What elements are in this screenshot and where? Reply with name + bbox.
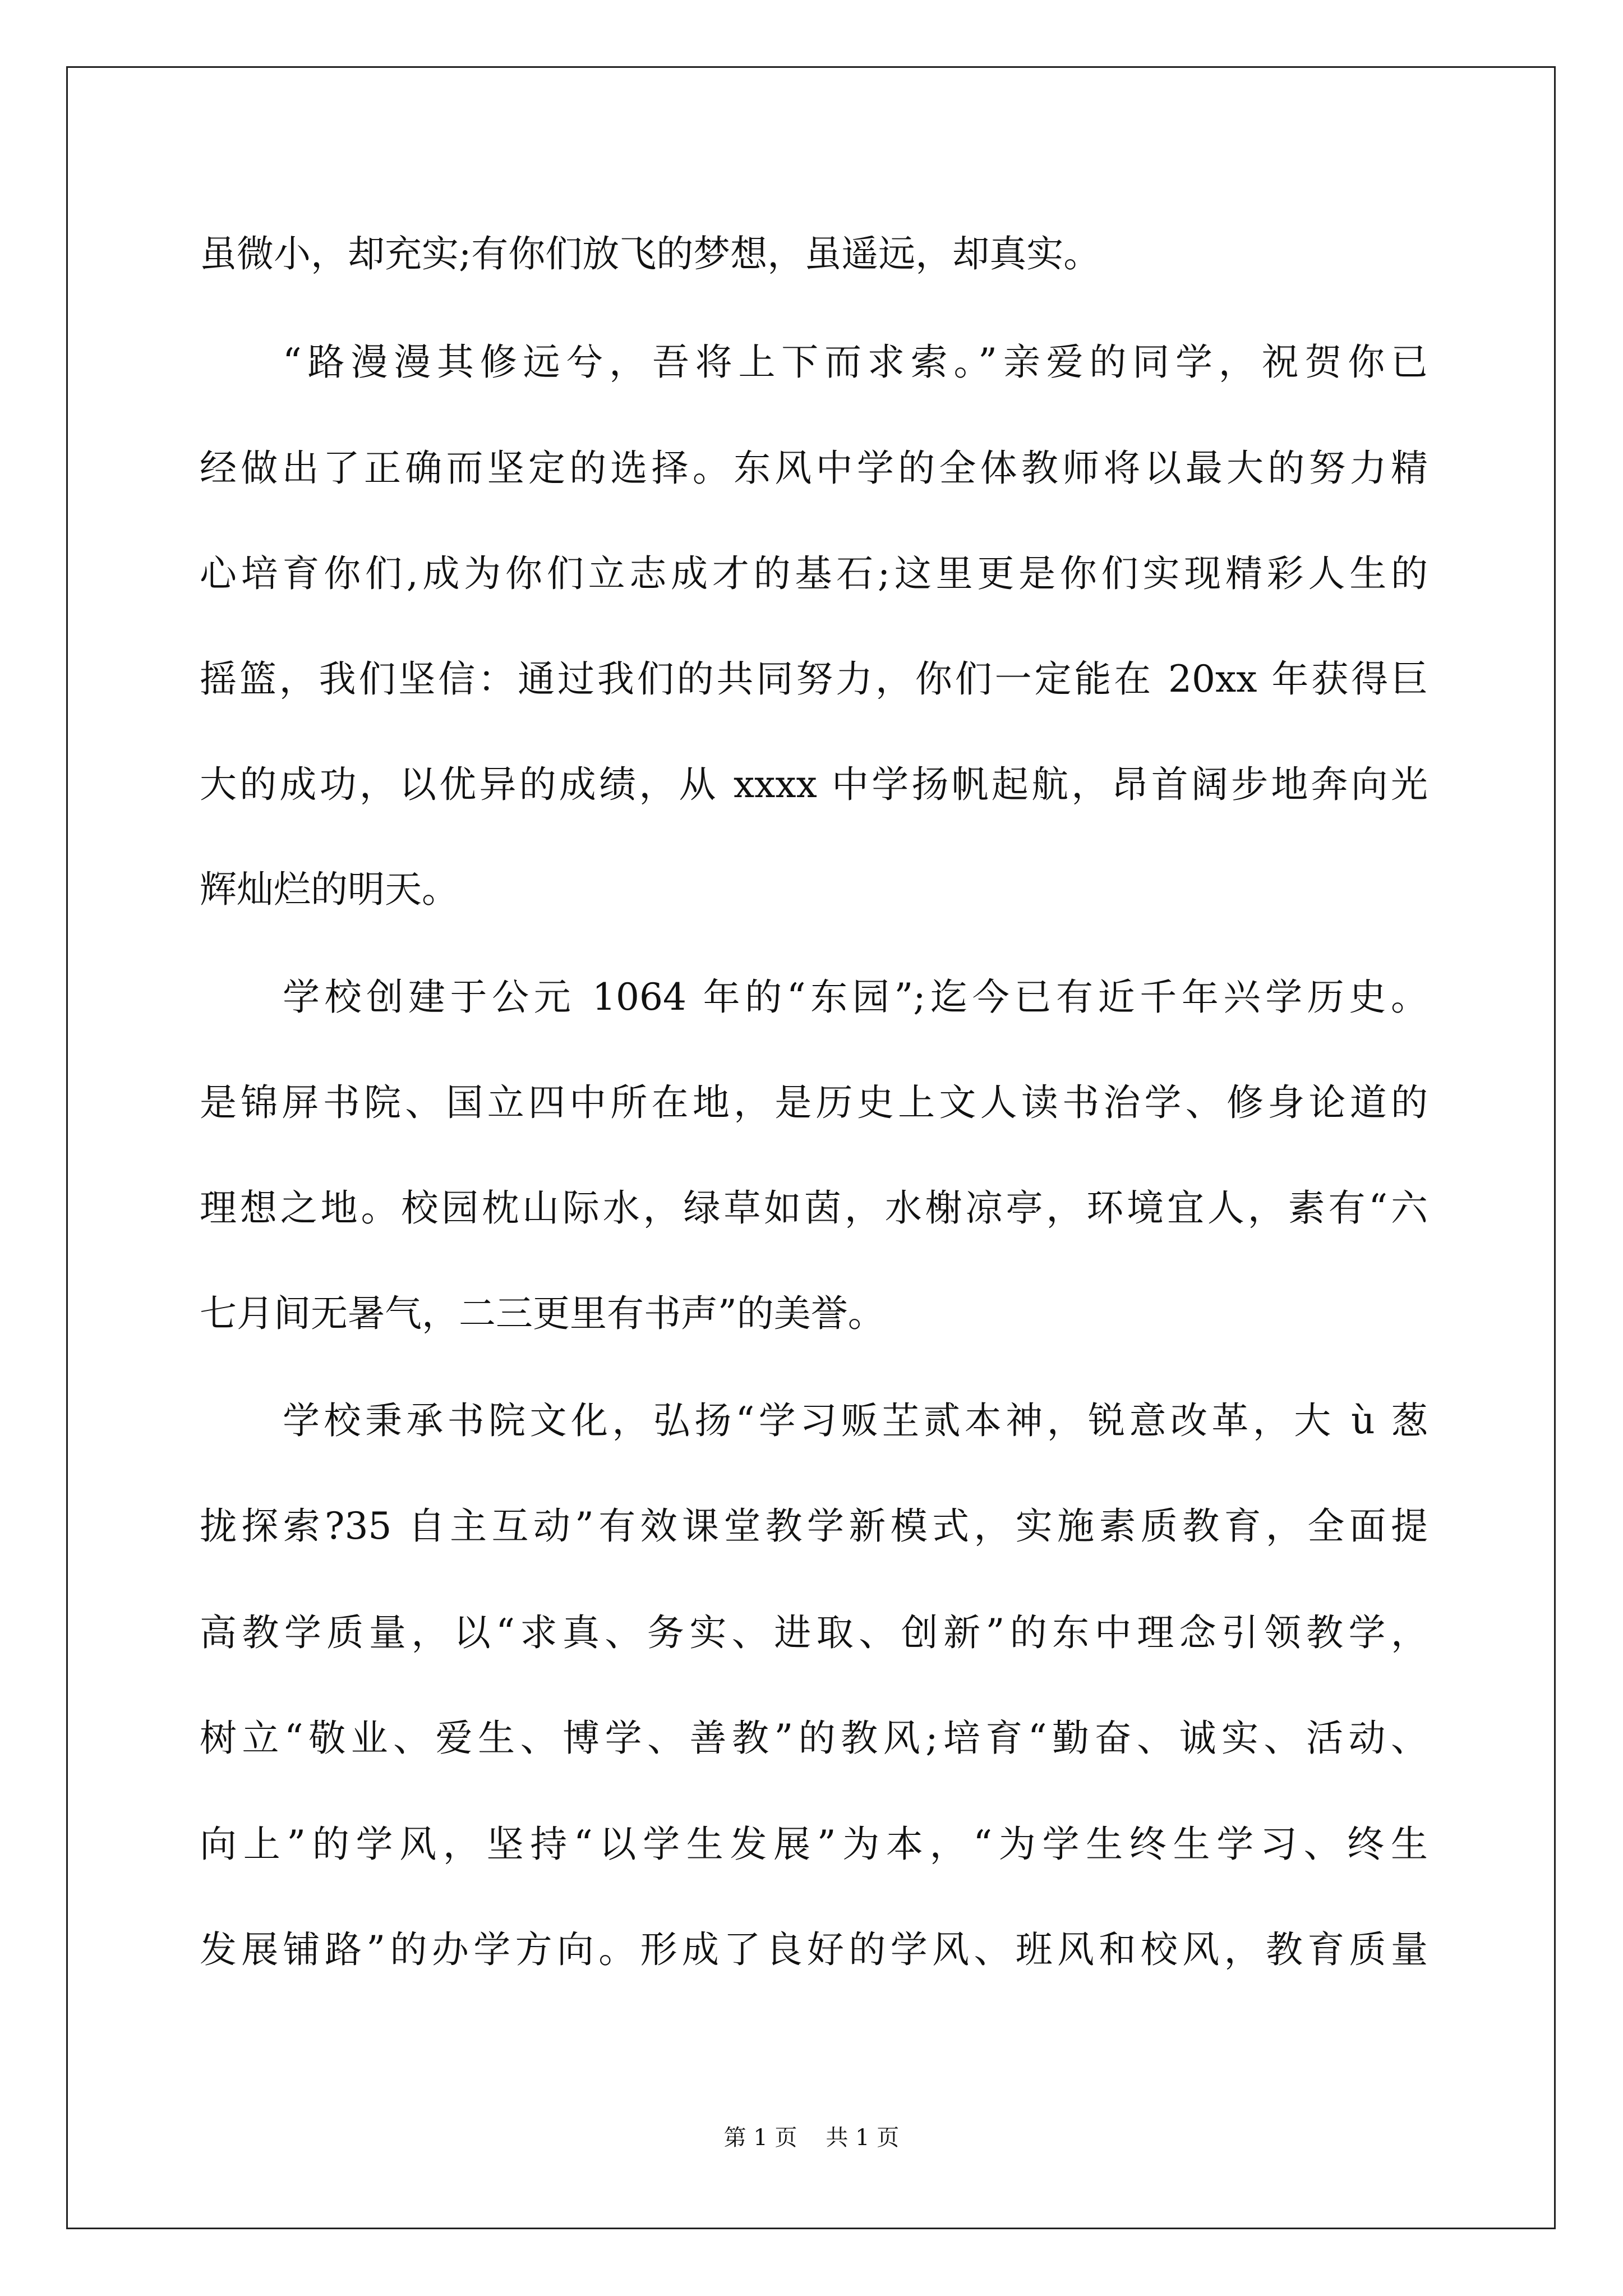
text-line: 树立“敬业、爱生、博学、善教”的教风;培育“勤奋、诚实、活动、 xyxy=(200,1717,1428,1760)
page-number: 第 1 页 xyxy=(723,2125,797,2151)
page-border xyxy=(66,66,1556,2229)
text-line: 理想之地。校园枕山际水，绿草如茵，水榭凉亭，环境宜人，素有“六 xyxy=(200,1186,1428,1230)
paragraph-first-line: 学校创建于公元 1064 年的“东园”;迄今已有近千年兴学历史。 xyxy=(283,976,1428,1019)
page-total: 共 1 页 xyxy=(826,2125,900,2151)
text-line: 是锦屏书院、国立四中所在地，是历史上文人读书治学、修身论道的 xyxy=(200,1081,1428,1124)
text-line: 心培育你们,成为你们立志成才的基石;这里更是你们实现精彩人生的 xyxy=(200,552,1428,595)
text-line: 大的成功，以优异的成绩，从 xxxx 中学扬帆起航，昂首阔步地奔向光 xyxy=(200,763,1428,806)
text-line: 发展铺路”的办学方向。形成了良好的学风、班风和校风，教育质量 xyxy=(200,1928,1428,1971)
text-line: 辉灿烂的明天。 xyxy=(200,868,459,911)
text-line: 摇篮，我们坚信：通过我们的共同努力，你们一定能在 20xx 年获得巨 xyxy=(200,657,1428,701)
paragraph-first-line: 学校秉承书院文化，弘扬“学习贩芏贰本神，锐意改革，大 ù 葱 xyxy=(283,1399,1428,1442)
text-line: 向上”的学风，坚持“以学生发展”为本，“为学生终生学习、终生 xyxy=(200,1823,1428,1866)
text-line: 经做出了正确而坚定的选择。东风中学的全体教师将以最大的努力精 xyxy=(200,447,1428,490)
text-line: 虽微小，却充实;有你们放飞的梦想，虽遥远，却真实。 xyxy=(200,232,1101,275)
text-line: 高教学质量，以“求真、务实、进取、创新”的东中理念引领教学， xyxy=(200,1611,1428,1654)
text-line: 七月间无暑气，二三更里有书声”的美誉。 xyxy=(200,1292,885,1335)
text-line: 拢探索?35 自主互动”有效课堂教学新模式，实施素质教育，全面提 xyxy=(200,1504,1428,1548)
page-footer xyxy=(0,2123,1623,2152)
paragraph-first-line: “路漫漫其修远兮，吾将上下而求索。”亲爱的同学，祝贺你已 xyxy=(283,341,1428,384)
